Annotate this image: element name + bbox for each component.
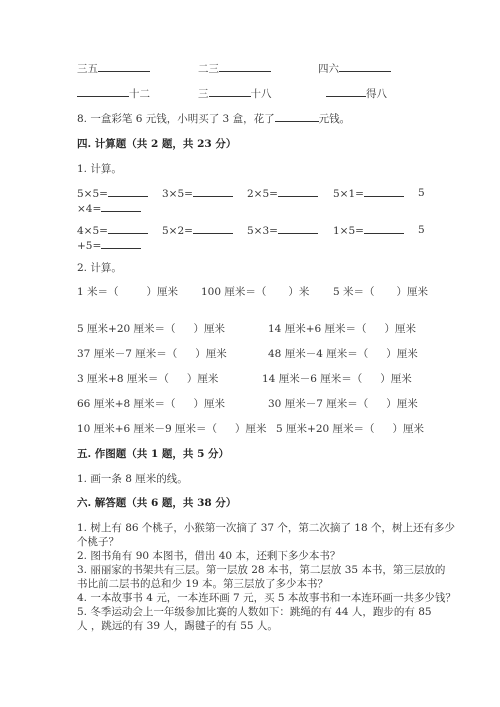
section-6-line: 4. 一本故事书 4 元，一本连环画 7 元，买 5 本故事书和一本连环画一共多少钱？ xyxy=(77,592,456,604)
answer-blank[interactable] xyxy=(193,186,233,197)
calc-item: 5×5= xyxy=(77,186,148,201)
section-4-title: 四. 计算题（共 2 题，共 23 分） xyxy=(77,138,237,150)
unit-item: 1 米＝（ ）厘米 xyxy=(77,286,179,298)
calc-item: 5×3= xyxy=(247,223,318,238)
blank-item-5: 三 十八 xyxy=(198,88,272,100)
section-6-line: 2. 图书角有 90 本图书，借出 40 本，还剩下多少本书？ xyxy=(77,550,341,562)
blank-item-3: 四六 xyxy=(318,61,391,76)
unit-item: 5 米＝（ ）厘米 xyxy=(333,286,429,298)
section-6-line: 个桃子？ xyxy=(77,536,119,548)
answer-blank[interactable] xyxy=(278,186,318,197)
calc-item: 5 xyxy=(418,224,425,236)
answer-blank[interactable] xyxy=(364,223,404,234)
section-6-line: 人 ，跳远的有 39 人，踢毽子的有 55 人。 xyxy=(77,620,278,632)
unit-item: 14 厘米+6 厘米＝（ ）厘米 xyxy=(268,323,417,335)
unit-item: 100 厘米＝（ ）米 xyxy=(201,286,310,298)
answer-blank[interactable] xyxy=(275,111,319,122)
unit-item: 5 厘米+20 厘米＝（ ）厘米 xyxy=(276,423,425,435)
answer-blank[interactable] xyxy=(219,61,271,72)
question-8: 8. 一盒彩笔 6 元钱，小明买了 3 盒，花了 元钱。 xyxy=(77,113,351,125)
calc-item: 5×1= xyxy=(333,186,404,201)
blank-item-2: 二三 xyxy=(198,61,271,76)
calc-item: 1×5= xyxy=(333,223,404,238)
answer-blank[interactable] xyxy=(339,61,391,72)
unit-item: 14 厘米－6 厘米＝（ ）厘米 xyxy=(262,373,412,385)
blank-item-6: 得八 xyxy=(326,86,387,101)
answer-blank[interactable] xyxy=(193,223,233,234)
calc-item: 5×2= xyxy=(162,223,233,238)
section-6-title: 六. 解答题（共 6 题，共 38 分） xyxy=(77,497,237,509)
answer-blank[interactable] xyxy=(278,223,318,234)
answer-blank[interactable] xyxy=(326,86,366,97)
unit-item: 30 厘米－7 厘米＝（ ）厘米 xyxy=(268,398,418,410)
section-5-q1: 1. 画一条 8 厘米的线。 xyxy=(77,473,188,485)
answer-blank[interactable] xyxy=(209,86,251,97)
calc-item-wrap: +5= xyxy=(77,238,141,253)
section-6-line: 书比前二层书的总和少 19 本。第三层放了多少本书？ xyxy=(77,578,329,590)
calc-item: 4×5= xyxy=(77,223,148,238)
answer-blank[interactable] xyxy=(77,86,129,97)
unit-item: 37 厘米－7 厘米＝（ ）厘米 xyxy=(77,348,227,360)
unit-item: 10 厘米+6 厘米－9 厘米＝（ ）厘米 xyxy=(77,423,267,435)
calc-item: 3×5= xyxy=(162,186,233,201)
answer-blank[interactable] xyxy=(364,186,404,197)
answer-blank[interactable] xyxy=(108,223,148,234)
unit-item: 3 厘米+8 厘米＝（ ）厘米 xyxy=(77,373,219,385)
section-4-q2: 2. 计算。 xyxy=(77,262,122,274)
answer-blank[interactable] xyxy=(98,61,150,72)
section-6-line: 1. 树上有 86 个桃子，小猴第一次摘了 37 个，第二次摘了 18 个，树上还有多少 xyxy=(77,522,455,534)
section-4-q1: 1. 计算。 xyxy=(77,163,122,175)
section-6-line: 5. 冬季运动会上一年级参加比赛的人数如下：跳绳的有 44 人，跑步的有 85 xyxy=(77,606,432,618)
unit-item: 66 厘米+8 厘米＝（ ）厘米 xyxy=(77,398,226,410)
answer-blank[interactable] xyxy=(108,186,148,197)
blank-item-4: 十二 xyxy=(77,86,150,101)
section-5-title: 五. 作图题（共 1 题，共 5 分） xyxy=(77,448,230,460)
unit-item: 5 厘米+20 厘米＝（ ）厘米 xyxy=(77,323,226,335)
unit-item: 48 厘米－4 厘米＝（ ）厘米 xyxy=(268,348,418,360)
answer-blank[interactable] xyxy=(101,238,141,249)
section-6-line: 3. 丽丽家的书架共有三层。第一层放 28 本书，第二层放 35 本书，第三层放的 xyxy=(77,564,446,576)
calc-item: 2×5= xyxy=(247,186,318,201)
calc-item-wrap: ×4= xyxy=(77,201,141,216)
answer-blank[interactable] xyxy=(101,201,141,212)
blank-item-1: 三五 xyxy=(77,61,150,76)
calc-item: 5 xyxy=(418,187,425,199)
